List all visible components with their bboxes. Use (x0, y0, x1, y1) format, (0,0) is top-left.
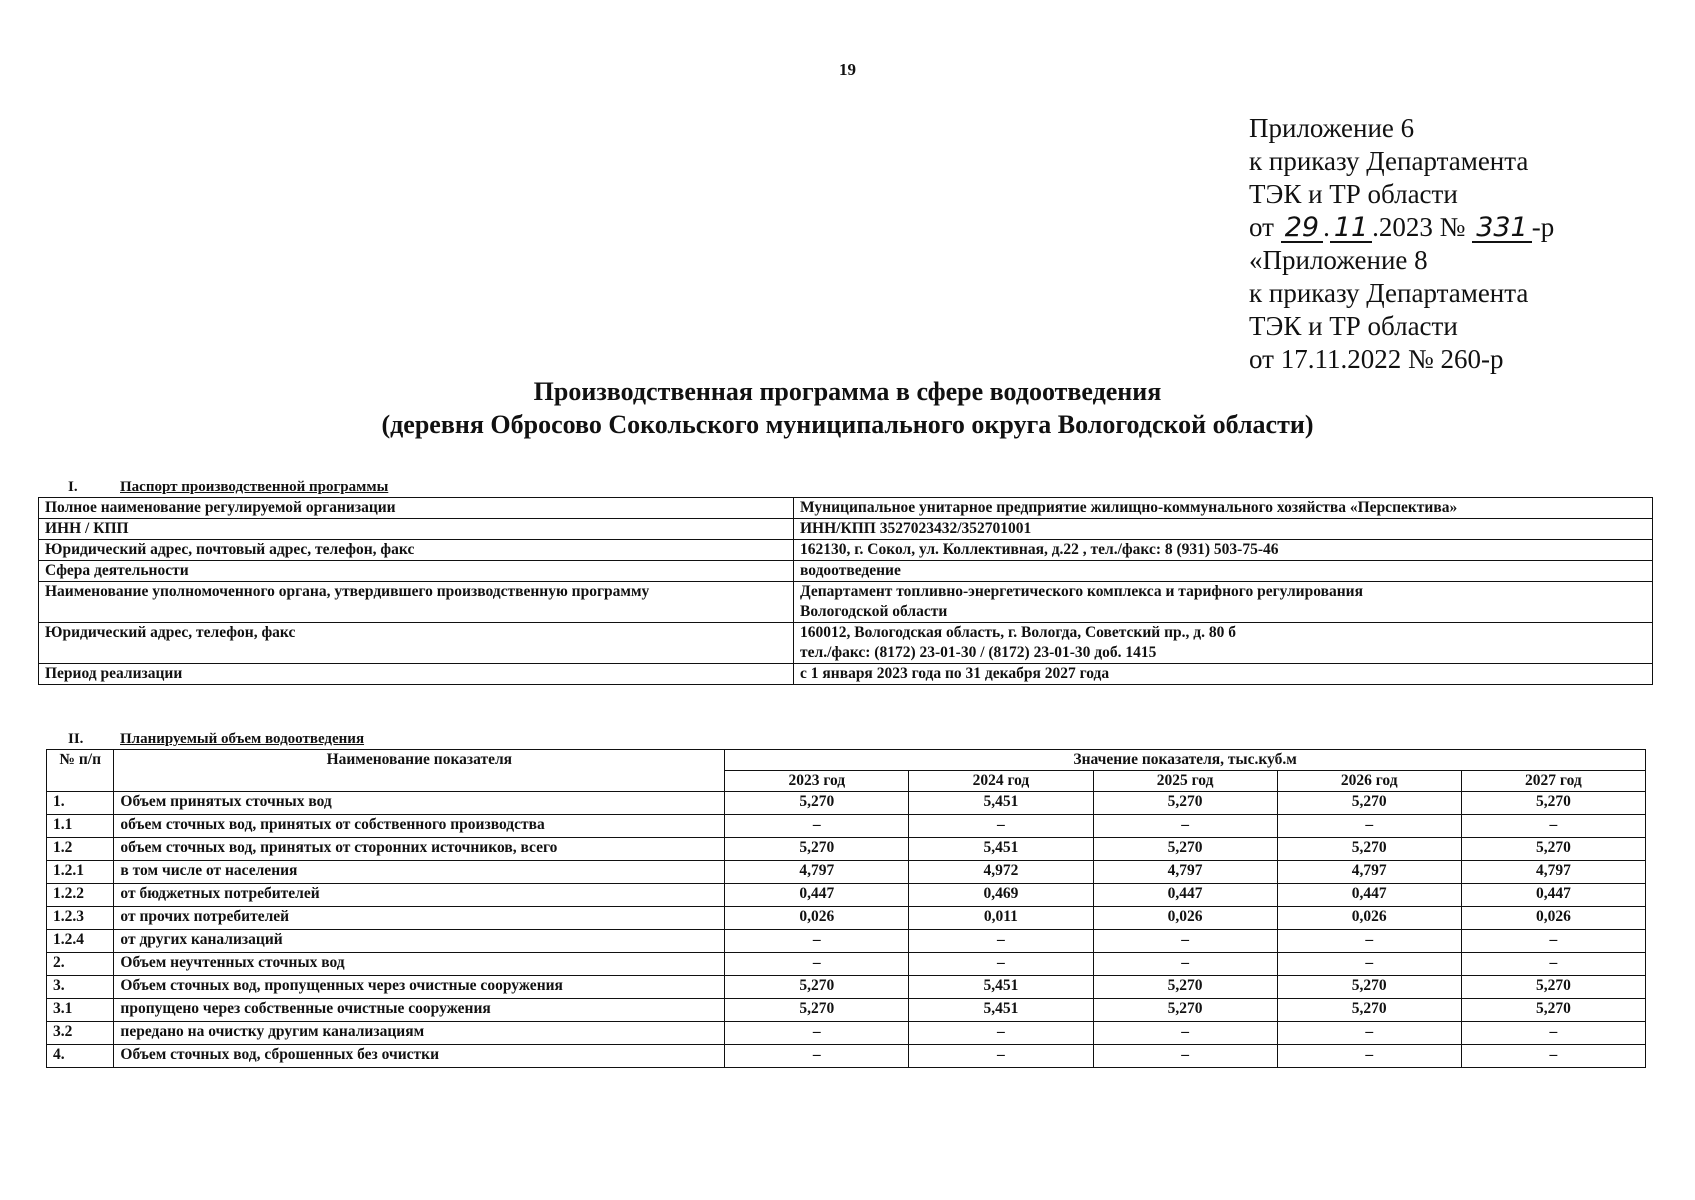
passport-value-line: 162130, г. Сокол, ул. Коллективная, д.22 , тел./факс: 8 (931) 503-75-46 (800, 541, 1279, 558)
section-1-title: Паспорт производственной программы (120, 479, 389, 495)
row-value: – (909, 815, 1093, 838)
appendix-line: ТЭК и ТР области (1249, 311, 1458, 341)
row-name: Объем неучтенных сточных вод (114, 953, 725, 976)
order-year: .2023 № (1372, 212, 1466, 242)
row-value: 4,797 (725, 861, 909, 884)
table-row (47, 930, 1646, 953)
row-value: – (725, 930, 909, 953)
passport-row (39, 519, 1653, 540)
passport-value-line: Департамент топливно-энергетического комплекса и тарифного регулирования (800, 583, 1363, 600)
header-num: № п/п (47, 750, 114, 792)
header-year: 2023 год (725, 771, 909, 792)
row-value: 5,270 (725, 976, 909, 999)
header-year: 2025 год (1093, 771, 1277, 792)
section-2-heading (40, 731, 364, 748)
row-value: – (1461, 953, 1645, 976)
passport-value (794, 519, 1653, 540)
row-value: 0,026 (725, 907, 909, 930)
row-name: Объем принятых сточных вод (114, 792, 725, 815)
passport-value (794, 664, 1653, 685)
row-value: – (1461, 930, 1645, 953)
document-subtitle: (деревня Обросово Сокольского муниципального округа Вологодской области) (381, 410, 1314, 439)
row-value: – (1093, 953, 1277, 976)
passport-label: Полное наименование регулируемой организации (39, 498, 794, 519)
row-value: 5,451 (909, 792, 1093, 815)
row-value: 5,451 (909, 976, 1093, 999)
row-number: 1.2.1 (47, 861, 114, 884)
row-name: объем сточных вод, принятых от сторонних источников, всего (114, 838, 725, 861)
row-value: – (1277, 1022, 1461, 1045)
row-name: в том числе от населения (114, 861, 725, 884)
table-row (47, 1022, 1646, 1045)
row-value: – (725, 1022, 909, 1045)
row-value: 5,270 (1461, 838, 1645, 861)
row-value: – (725, 1045, 909, 1068)
row-value: 4,797 (1461, 861, 1645, 884)
row-name: объем сточных вод, принятых от собственного производства (114, 815, 725, 838)
row-number: 1.2.3 (47, 907, 114, 930)
passport-value-line: 160012, Вологодская область, г. Вологда, Советский пр., д. 80 б (800, 624, 1236, 641)
row-value: 5,270 (1277, 999, 1461, 1022)
row-value: 5,451 (909, 838, 1093, 861)
passport-value (794, 623, 1653, 664)
order-number-suffix: -р (1531, 212, 1555, 242)
order-date-prefix: от (1249, 212, 1274, 242)
row-value: 5,270 (1461, 792, 1645, 815)
page-number: 19 (839, 60, 856, 79)
header-year: 2024 год (909, 771, 1093, 792)
row-name: от других канализаций (114, 930, 725, 953)
row-number: 1.2 (47, 838, 114, 861)
handwritten-month: 11 (1330, 214, 1372, 243)
row-value: – (909, 930, 1093, 953)
row-value: 4,797 (1277, 861, 1461, 884)
row-value: 0,026 (1277, 907, 1461, 930)
row-value: 4,797 (1093, 861, 1277, 884)
row-value: – (909, 1022, 1093, 1045)
appendix-line: к приказу Департамента (1249, 278, 1529, 308)
passport-value-line: водоотведение (800, 562, 901, 579)
row-value: – (1461, 815, 1645, 838)
passport-value (794, 582, 1653, 623)
row-number: 1.2.4 (47, 930, 114, 953)
row-value: 0,447 (1461, 884, 1645, 907)
row-value: 4,972 (909, 861, 1093, 884)
row-value: – (1277, 815, 1461, 838)
header-year: 2026 год (1277, 771, 1461, 792)
document-title: Производственная программа в сфере водоотведения (533, 377, 1162, 406)
row-name: Объем сточных вод, сброшенных без очистки (114, 1045, 725, 1068)
appendix-block (1249, 112, 1669, 376)
section-1-heading (40, 479, 388, 496)
passport-value-line: с 1 января 2023 года по 31 декабря 2027 года (800, 665, 1110, 682)
row-value: 0,447 (1093, 884, 1277, 907)
row-value: 0,447 (725, 884, 909, 907)
passport-value (794, 540, 1653, 561)
passport-row (39, 561, 1653, 582)
row-value: – (909, 953, 1093, 976)
appendix-line: от 17.11.2022 № 260-р (1249, 344, 1504, 374)
passport-row (39, 664, 1653, 685)
row-value: 5,270 (1461, 999, 1645, 1022)
table-row (47, 861, 1646, 884)
row-value: – (1277, 953, 1461, 976)
table-row (47, 884, 1646, 907)
order-date-line: от 29 . 11 .2023 № 331 -р (1249, 212, 1555, 243)
row-name: пропущено через собственные очистные сооружения (114, 999, 725, 1022)
row-value: – (725, 815, 909, 838)
row-value: 5,270 (1461, 976, 1645, 999)
row-value: 5,270 (1093, 838, 1277, 861)
row-name: от прочих потребителей (114, 907, 725, 930)
row-number: 3.1 (47, 999, 114, 1022)
appendix-line: «Приложение 8 (1249, 245, 1428, 275)
table-row (47, 976, 1646, 999)
row-value: – (1093, 815, 1277, 838)
row-value: 5,270 (1093, 999, 1277, 1022)
handwritten-number: 331 (1472, 214, 1532, 243)
row-value: 5,270 (725, 999, 909, 1022)
header-value: Значение показателя, тыс.куб.м (725, 750, 1646, 771)
table-row (47, 953, 1646, 976)
row-value: – (1461, 1045, 1645, 1068)
header-name: Наименование показателя (114, 750, 725, 792)
table-row (47, 838, 1646, 861)
row-value: 5,270 (1093, 976, 1277, 999)
passport-row (39, 623, 1653, 664)
row-value: 5,270 (1093, 792, 1277, 815)
volume-table (46, 749, 1646, 1068)
passport-value (794, 561, 1653, 582)
row-name: передано на очистку другим канализациям (114, 1022, 725, 1045)
passport-value-line: Вологодской области (800, 603, 948, 620)
row-value: – (1093, 930, 1277, 953)
row-number: 1. (47, 792, 114, 815)
row-value: – (1277, 1045, 1461, 1068)
table-row (47, 792, 1646, 815)
row-value: 5,270 (725, 792, 909, 815)
handwritten-day: 29 (1281, 214, 1323, 243)
row-value: 5,451 (909, 999, 1093, 1022)
passport-label: Период реализации (39, 664, 794, 685)
row-value: 0,447 (1277, 884, 1461, 907)
row-value: – (725, 953, 909, 976)
row-number: 4. (47, 1045, 114, 1068)
row-value: – (1093, 1045, 1277, 1068)
row-value: 0,011 (909, 907, 1093, 930)
section-2-title: Планируемый объем водоотведения (120, 731, 365, 747)
table-row (47, 907, 1646, 930)
appendix-line: Приложение 6 (1249, 113, 1415, 143)
row-value: 0,469 (909, 884, 1093, 907)
row-value: 0,026 (1461, 907, 1645, 930)
row-value: – (1093, 1022, 1277, 1045)
row-number: 2. (47, 953, 114, 976)
passport-row (39, 582, 1653, 623)
row-value: 5,270 (1277, 976, 1461, 999)
appendix-line: к приказу Департамента (1249, 146, 1529, 176)
table-row (47, 815, 1646, 838)
header-year: 2027 год (1461, 771, 1645, 792)
row-name: от бюджетных потребителей (114, 884, 725, 907)
passport-label: Юридический адрес, телефон, факс (39, 623, 794, 664)
passport-label: Юридический адрес, почтовый адрес, телефон, факс (39, 540, 794, 561)
appendix-line: ТЭК и ТР области (1249, 179, 1458, 209)
passport-row (39, 540, 1653, 561)
row-value: – (1461, 1022, 1645, 1045)
row-name: Объем сточных вод, пропущенных через очистные сооружения (114, 976, 725, 999)
row-value: 0,026 (1093, 907, 1277, 930)
table-row (47, 999, 1646, 1022)
passport-value-line: ИНН/КПП 3527023432/352701001 (800, 520, 1032, 537)
passport-value (794, 498, 1653, 519)
row-value: – (1277, 930, 1461, 953)
row-number: 3.2 (47, 1022, 114, 1045)
row-value: 5,270 (1277, 838, 1461, 861)
passport-value-line: Муниципальное унитарное предприятие жилищно-коммунального хозяйства «Перспектива» (800, 499, 1458, 516)
passport-value-line: тел./факс: (8172) 23-01-30 / (8172) 23-01-30 доб. 1415 (800, 644, 1157, 661)
row-number: 1.2.2 (47, 884, 114, 907)
row-value: 5,270 (725, 838, 909, 861)
passport-label: Наименование уполномоченного органа, утвердившего производственную программу (39, 582, 794, 623)
passport-label: ИНН / КПП (39, 519, 794, 540)
table-row (47, 1045, 1646, 1068)
passport-table (38, 497, 1653, 685)
section-2-number: II. (68, 731, 84, 747)
row-value: – (909, 1045, 1093, 1068)
section-1-number: I. (68, 479, 78, 495)
passport-row (39, 498, 1653, 519)
passport-label: Сфера деятельности (39, 561, 794, 582)
row-number: 3. (47, 976, 114, 999)
row-value: 5,270 (1277, 792, 1461, 815)
row-number: 1.1 (47, 815, 114, 838)
